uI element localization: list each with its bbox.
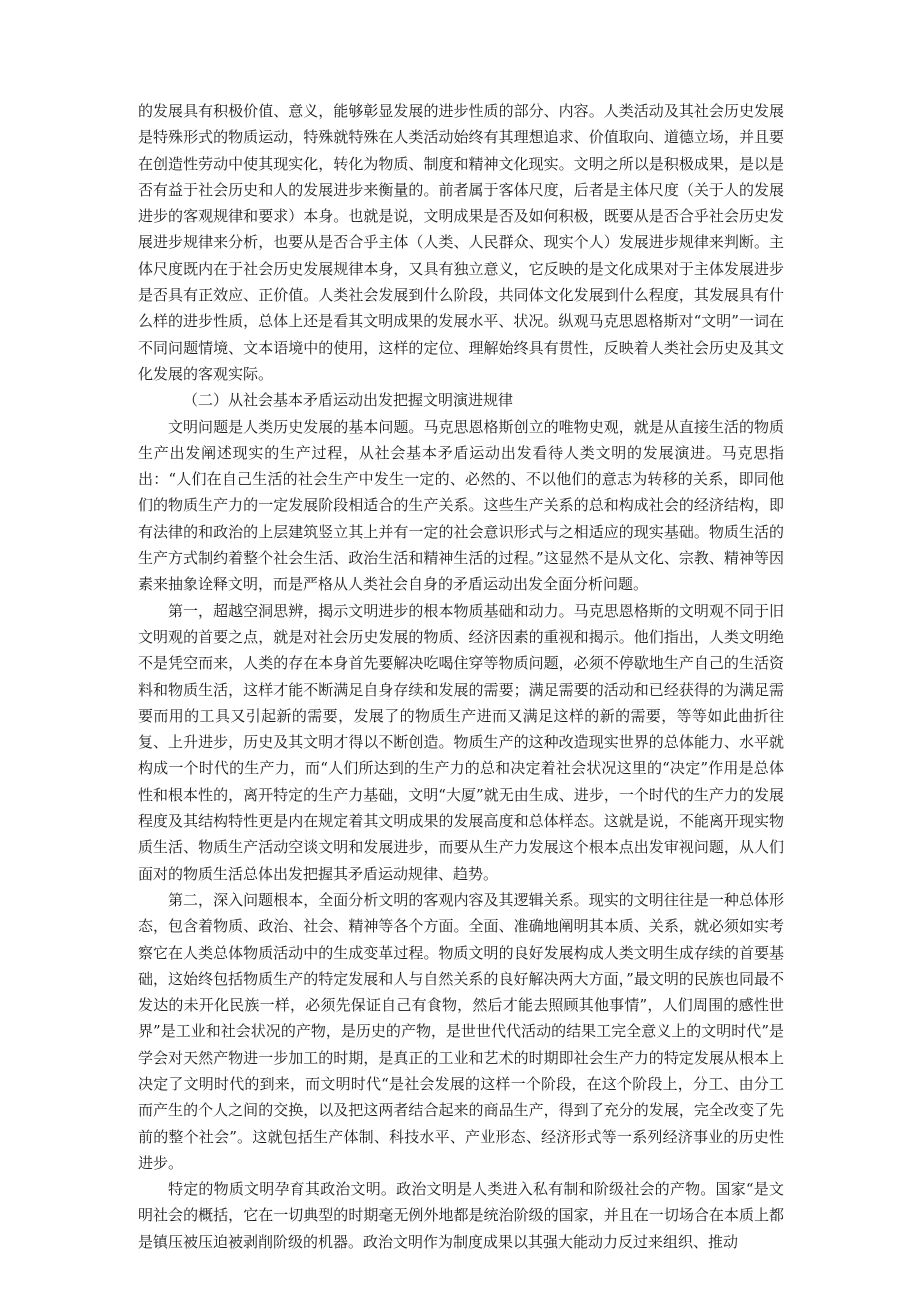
section-heading: （二）从社会基本矛盾运动出发把握文明演进规律 xyxy=(183,391,514,410)
paragraph: 第二，深入问题根本，全面分析文明的客观内容及其逻辑关系。现实的文明往往是一种总体形态，包含着物质、政治、社会、精神等各个方面。全面、准确地阐明其本质、关系，就必须如实考察它在人类总体物质活动中的生成变革过程。物质文明的良好发展构成人类文明生成存续的首要基础，这始终包括物质生产的特定发展和人与自然关系的良好解决两大方面，”最文明的民族也同最不发达的未开化民族一样，必须先保证自己有食物，然后才能去照顾其他事情”，人们周围的感性世界”是工业和社会状况的产物，是历史的产物，是世世代代活动的结果工完全意义上的文明时代”是学会对天然产物进一步加工的时期，是真正的工业和艺术的时期即社会生产力的特定发展从根本上决定了文明时代的到来，而文明时代“是社会发展的这样一个阶段，在这个阶段上，分工、由分工而产生的个人之间的交换，以及把这两者结合起来的商品生产，得到了充分的发展，完全改变了先前的整个社会”。这就包括生产体制、科技水平、产业形态、经济形式等一系列经济事业的历史性进步。 xyxy=(138,890,784,1172)
paragraph-continuation: 的发展具有积极价值、意义，能够彰显发展的进步性质的部分、内容。人类活动及其社会历史发展是特殊形式的物质运动，特殊就特殊在人类活动始终有其理想追求、价值取向、道德立场，并且要在创造性劳动中使其现实化，转化为物质、制度和精神文化现实。文明之所以是积极成果，是以是否有益于社会历史和人的发展进步来衡量的。前者属于客体尺度，后者是主体尺度（关于人的发展进步的客观规律和要求）本身。也就是说，文明成果是否及如何积极，既要从是否合乎社会历史发展进步规律来分析，也要从是否合乎主体（人类、人民群众、现实个人）发展进步规律来判断。主体尺度既内在于社会历史发展规律本身，又具有独立意义，它反映的是文化成果对于主体发展进步是否具有正效应、正价值。人类社会发展到什么阶段，共同体文化发展到什么程度，其发展具有什么样的进步性质，总体上还是看其文明成果的发展水平、状况。纵观马克思恩格斯对“文明”一词在不同问题情境、文本语境中的使用，这样的定位、理解始终具有贯性，反映着人类社会历史及其文化发展的客观实际。 xyxy=(138,102,784,383)
paragraph: 第一，超越空洞思辨，揭示文明进步的根本物质基础和动力。马克思恩格斯的文明观不同于旧文明观的首要之点，就是对社会历史发展的物质、经济因素的重视和揭示。他们指出，人类文明绝不是凭空而来，人类的存在本身首先要解决吃喝住穿等物质问题，必须不停歇地生产自己的生活资料和物质生活，这样才能不断满足自身存续和发展的需要；满足需要的活动和已经获得的为满足需要而用的工具又引起新的需要，发展了的物质生产进而又满足这样的新的需要，等等如此曲折往复、上升进步，历史及其文明才得以不断创造。物质生产的这种改造现实世界的总体能力、水平就构成一个时代的生产力，而“人们所达到的生产力的总和决定着社会状况这里的“决定”作用是总体性和根本性的，离开特定的生产力基础，文明“大厦”就无由生成、进步，一个时代的生产力的发展程度及其结构特性更是内在规定着其文明成果的发展高度和总体样态。这就是说，不能离开现实物质生活、物质生产活动空谈文明和发展进步，而要从生产力发展这个根本点出发审视问题，从人们面对的物质生活总体出发把握其矛盾运动规律、趋势。 xyxy=(138,601,784,883)
paragraph: 特定的物质文明孕育其政治文明。政治文明是人类进入私有制和阶级社会的产物。国家“是文明社会的概括，它在一切典型的时期毫无例外地都是统治阶级的国家，并且在一切场合在本质上都是镇压被压迫被剥削阶级的机器。政治文明作为制度成果以其强大能动力反过来组织、推动 xyxy=(138,1180,784,1251)
document-page xyxy=(138,98,784,1255)
paragraph: 文明问题是人类历史发展的基本问题。马克思恩格斯创立的唯物史观，就是从直接生活的物质生产出发阐述现实的生产过程，从社会基本矛盾运动出发看待人类文明的发展演进。马克思指出：“人们在自己生活的社会生产中发生一定的、必然的、不以他们的意志为转移的关系，即同他们的物质生产力的一定发展阶段相适合的生产关系。这些生产关系的总和构成社会的经济结构，即有法律的和政治的上层建筑竖立其上并有一定的社会意识形式与之相适应的现实基础。物质生活的生产方式制约着整个社会生活、政治生活和精神生活的过程。”这显然不是从文化、宗教、精神等因素来抽象诠释文明，而是严格从人类社会自身的矛盾运动出发全面分析问题。 xyxy=(138,417,784,594)
